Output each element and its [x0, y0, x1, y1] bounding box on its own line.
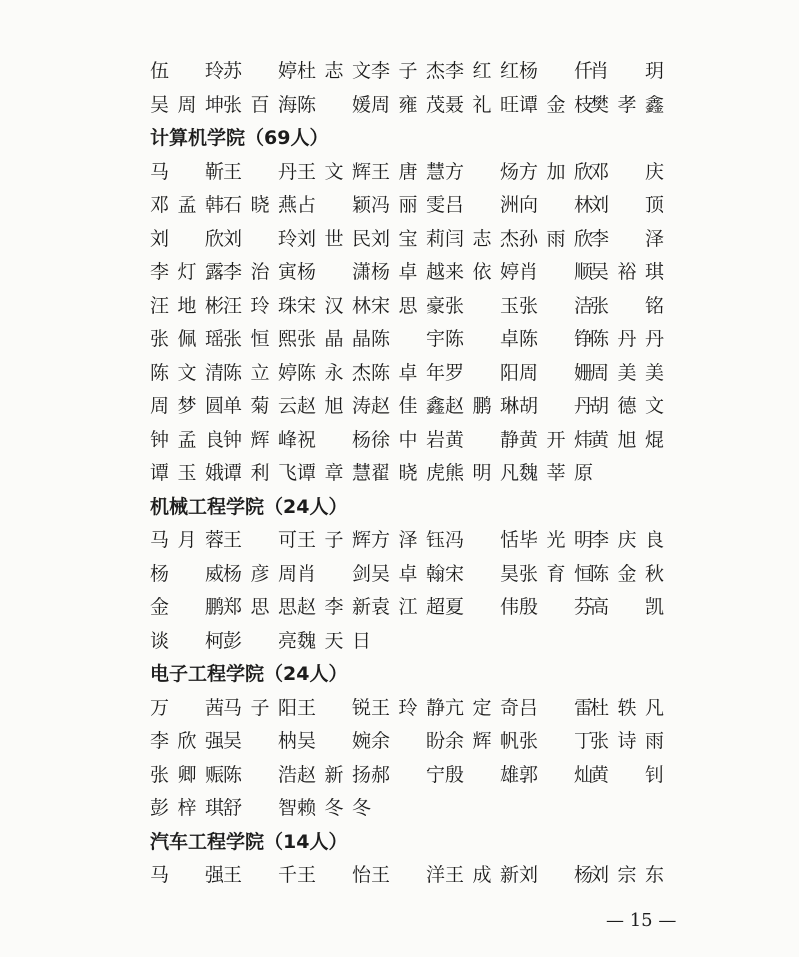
person-name: 殷 雄 [445, 763, 519, 786]
person-name: 黄 钊 [590, 763, 664, 786]
person-name: 杨 仟 [519, 60, 593, 82]
person-name: 邓 孟 韩 [150, 194, 224, 216]
name-row [0, 324, 799, 354]
person-name: 单 菊 云 [223, 395, 297, 417]
name-row [0, 793, 799, 823]
person-name: 胡 丹 [519, 395, 593, 417]
name-row [0, 626, 799, 656]
person-name: 汪 玲 珠 [223, 294, 297, 317]
person-name: 张 恒 熙 [223, 328, 297, 350]
person-name: 吴 婉 [297, 730, 371, 752]
person-name: 伍 玲 [150, 60, 224, 82]
person-name: 彭 梓 琪 [150, 797, 224, 819]
person-name: 徐 中 岩 [371, 428, 445, 451]
person-name: 张 诗 雨 [590, 730, 664, 752]
person-name: 陈 永 杰 [297, 361, 371, 384]
person-name: 魏 莘 原 [519, 462, 593, 484]
person-name: 吴 裕 琪 [590, 261, 664, 283]
person-name: 李 治 寅 [223, 261, 297, 283]
person-name: 向 林 [519, 194, 593, 216]
person-name: 王 锐 [297, 696, 371, 719]
person-name: 宋 昊 [445, 562, 519, 585]
person-name: 周 雍 茂 [371, 93, 445, 116]
person-name: 杨 彦 周 [223, 562, 297, 585]
person-name: 陈 宇 [371, 328, 445, 350]
person-name: 谭 玉 娥 [150, 462, 224, 484]
person-name: 谈 柯 [150, 629, 224, 652]
person-name: 张 佩 瑶 [150, 328, 224, 350]
person-name: 陈 丹 丹 [590, 328, 664, 350]
person-name: 刘 世 民 [297, 227, 371, 250]
person-name: 杨 威 [150, 562, 224, 585]
section-heading: 汽车工程学院（14人） [150, 830, 348, 853]
person-name: 张 玉 [445, 294, 519, 317]
person-name: 杜 志 文 [297, 60, 371, 82]
person-name: 冯 丽 雯 [371, 194, 445, 216]
person-name: 王 文 辉 [297, 160, 371, 183]
person-name: 殷 芬 [519, 596, 593, 618]
person-name: 罗 阳 [445, 361, 519, 384]
person-name: 谭 金 枝 [519, 93, 593, 116]
person-name: 李 子 杰 [371, 60, 445, 82]
person-name: 张 育 恒 [519, 562, 593, 585]
person-name: 张 丁 [519, 730, 593, 752]
person-name: 黄 旭 焜 [590, 428, 664, 451]
person-name: 占 颖 [297, 194, 371, 216]
person-name: 赵 旭 涛 [297, 395, 371, 417]
person-name: 冯 恬 [445, 529, 519, 551]
person-name: 方 泽 钰 [371, 529, 445, 551]
person-name: 钟 辉 峰 [223, 428, 297, 451]
name-row [0, 257, 799, 287]
name-row [0, 358, 799, 388]
person-name: 舒 智 [223, 797, 297, 819]
person-name: 刘 顶 [590, 194, 664, 216]
person-name: 王 子 辉 [297, 529, 371, 551]
name-row [0, 559, 799, 589]
name-row [0, 592, 799, 622]
person-name: 陈 卓 年 [371, 361, 445, 384]
name-row [0, 693, 799, 723]
person-name: 李 灯 露 [150, 261, 224, 283]
person-name: 樊 孝 鑫 [590, 93, 664, 116]
person-name: 张 洁 [519, 294, 593, 317]
person-name: 方 加 欣 [519, 160, 593, 183]
name-row [0, 760, 799, 790]
section-heading: 机械工程学院（24人） [150, 495, 348, 518]
person-name: 谭 章 慧 [297, 462, 371, 484]
person-name: 宋 汉 林 [297, 294, 371, 317]
person-name: 肖 剑 [297, 562, 371, 585]
name-row [0, 860, 799, 890]
person-name: 李 红 红 [445, 60, 519, 82]
person-name: 夏 伟 [445, 596, 519, 618]
name-row [0, 90, 799, 120]
person-name: 宋 思 豪 [371, 294, 445, 317]
name-row [0, 224, 799, 254]
name-row [0, 726, 799, 756]
person-name: 孙 雨 欣 [519, 227, 593, 250]
person-name: 王 唐 慧 [371, 160, 445, 183]
person-name: 陈 卓 [445, 328, 519, 350]
person-name: 赵 佳 鑫 [371, 395, 445, 417]
name-row [0, 458, 799, 488]
person-name: 李 泽 [590, 227, 664, 250]
person-name: 郑 思 思 [223, 596, 297, 618]
person-name: 郝 宁 [371, 763, 445, 786]
person-name: 赵 李 新 [297, 596, 371, 618]
person-name: 周 梦 圆 [150, 395, 224, 417]
person-name: 杨 潇 [297, 261, 371, 283]
person-name: 亢 定 奇 [445, 696, 519, 719]
name-row [0, 157, 799, 187]
person-name: 王 怡 [297, 864, 371, 886]
person-name: 吴 周 坤 [150, 93, 224, 116]
person-name: 刘 杨 [519, 864, 593, 886]
name-row [0, 425, 799, 455]
person-name: 陈 金 秋 [590, 562, 664, 585]
person-name: 郭 灿 [519, 763, 593, 786]
person-name: 来 依 婷 [445, 261, 519, 283]
person-name: 魏 天 日 [297, 629, 371, 652]
person-name: 张 卿 赈 [150, 763, 224, 786]
person-name: 刘 欣 [150, 227, 224, 250]
person-name: 高 凯 [590, 596, 664, 618]
person-name: 周 姗 [519, 361, 593, 384]
person-name: 王 丹 [223, 160, 297, 183]
name-row [0, 190, 799, 220]
person-name: 刘 宝 莉 [371, 227, 445, 250]
name-row [0, 56, 799, 86]
name-row [0, 291, 799, 321]
person-name: 赵 鹏 琳 [445, 395, 519, 417]
person-name: 闫 志 杰 [445, 227, 519, 250]
person-name: 胡 德 文 [590, 395, 664, 417]
person-name: 余 盼 [371, 730, 445, 752]
person-name: 陈 媛 [297, 93, 371, 116]
person-name: 聂 礼 旺 [445, 93, 519, 116]
person-name: 毕 光 明 [519, 529, 593, 551]
person-name: 王 玲 静 [371, 696, 445, 719]
person-name: 张 铭 [590, 294, 664, 317]
person-name: 熊 明 凡 [445, 462, 519, 484]
person-name: 吕 雷 [519, 696, 593, 719]
person-name: 陈 浩 [223, 763, 297, 786]
person-name: 刘 宗 东 [590, 864, 664, 886]
person-name: 李 欣 强 [150, 730, 224, 752]
person-name: 张 晶 晶 [297, 328, 371, 350]
person-name: 彭 亮 [223, 629, 297, 652]
person-name: 李 庆 良 [590, 529, 664, 551]
person-name: 钟 孟 良 [150, 428, 224, 451]
person-name: 余 辉 帆 [445, 730, 519, 752]
person-name: 邓 庆 [590, 160, 664, 183]
person-name: 金 鹏 [150, 596, 224, 618]
person-name: 袁 江 超 [371, 596, 445, 618]
person-name: 刘 玲 [223, 227, 297, 250]
person-name: 马 靳 [150, 160, 224, 183]
person-name: 马 月 蓉 [150, 529, 224, 551]
person-name: 吴 卓 翰 [371, 562, 445, 585]
name-row [0, 391, 799, 421]
person-name: 方 炀 [445, 160, 519, 183]
person-name: 吴 枘 [223, 730, 297, 752]
person-name: 翟 晓 虎 [371, 462, 445, 484]
person-name: 赵 新 扬 [297, 763, 371, 786]
person-name: 祝 杨 [297, 428, 371, 451]
person-name: 王 成 新 [445, 864, 519, 886]
person-name: 王 可 [223, 529, 297, 551]
person-name: 陈 立 婷 [223, 361, 297, 384]
person-name: 张 百 海 [223, 93, 297, 116]
person-name: 王 千 [223, 864, 297, 886]
person-name: 赖 冬 冬 [297, 797, 371, 819]
page-number: — 15 — [606, 910, 677, 931]
person-name: 石 晓 燕 [223, 194, 297, 216]
person-name: 马 子 阳 [223, 696, 297, 719]
person-name: 谭 利 飞 [223, 462, 297, 484]
person-name: 杨 卓 越 [371, 261, 445, 283]
person-name: 黄 开 炜 [519, 428, 593, 451]
person-name: 马 强 [150, 864, 224, 886]
section-heading: 计算机学院（69人） [150, 127, 329, 149]
person-name: 陈 铮 [519, 328, 593, 350]
name-row [0, 525, 799, 555]
person-name: 肖 玥 [590, 60, 664, 82]
section-heading: 电子工程学院（24人） [150, 663, 348, 685]
person-name: 苏 婷 [223, 60, 297, 82]
person-name: 王 洋 [371, 864, 445, 886]
person-name: 黄 静 [445, 428, 519, 451]
person-name: 陈 文 清 [150, 361, 224, 384]
person-name: 杜 轶 凡 [590, 696, 664, 719]
person-name: 汪 地 彬 [150, 294, 224, 317]
person-name: 周 美 美 [590, 361, 664, 384]
person-name: 肖 顺 [519, 261, 593, 283]
person-name: 吕 洲 [445, 194, 519, 216]
person-name: 万 茜 [150, 696, 224, 719]
